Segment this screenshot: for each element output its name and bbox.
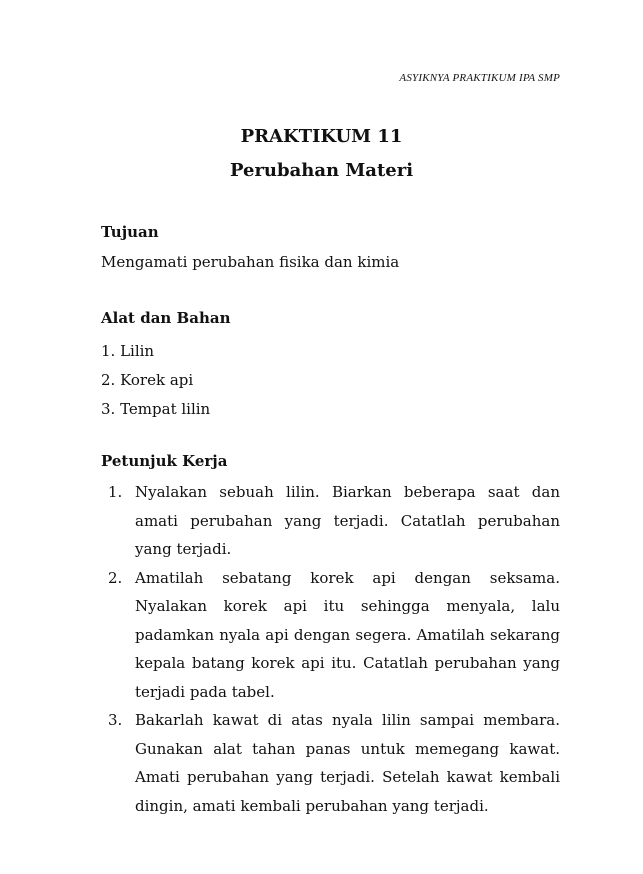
list-item: 3. Tempat lilin xyxy=(101,400,211,418)
petunjuk-kerja-list xyxy=(108,478,560,820)
step-text: Nyalakan sebuah lilin. Biarkan beberapa saat dan amati perubahan yang terjadi. Catatlah perubahan yang terjadi. xyxy=(135,483,560,558)
list-item xyxy=(108,478,560,564)
section-heading-petunjuk-kerja: Petunjuk Kerja xyxy=(101,452,228,470)
list-item xyxy=(108,564,560,707)
list-item xyxy=(108,706,560,820)
step-number: 3. xyxy=(108,711,123,729)
step-number: 1. xyxy=(108,483,123,501)
step-text: Amatilah sebatang korek api dengan seksama. Nyalakan korek api itu sehingga menyala, lalu padamkan nyala api dengan segera. Amatilah sekarang kepala batang korek api itu. Catatlah perubahan yang terjadi pada tabel. xyxy=(135,568,560,701)
page-subtitle: Perubahan Materi xyxy=(229,160,414,181)
running-head: ASYIKNYA PRAKTIKUM IPA SMP xyxy=(399,72,560,84)
list-item: 2. Korek api xyxy=(101,371,194,389)
step-text: Bakarlah kawat di atas nyala lilin sampai membara. Gunakan alat tahan panas untuk memegang kawat. Amati perubahan yang terjadi. Setelah kawat kembali dingin, amati kembali perubahan yang terjadi. xyxy=(135,711,560,815)
section-heading-alat-bahan: Alat dan Bahan xyxy=(101,309,231,327)
list-item: 1. Lilin xyxy=(101,342,155,360)
alat-bahan-list xyxy=(101,337,210,424)
step-number: 2. xyxy=(108,568,123,587)
page-title: PRAKTIKUM 11 xyxy=(240,126,403,147)
section-heading-tujuan: Tujuan xyxy=(101,223,159,241)
tujuan-text: Mengamati perubahan fisika dan kimia xyxy=(101,253,400,271)
